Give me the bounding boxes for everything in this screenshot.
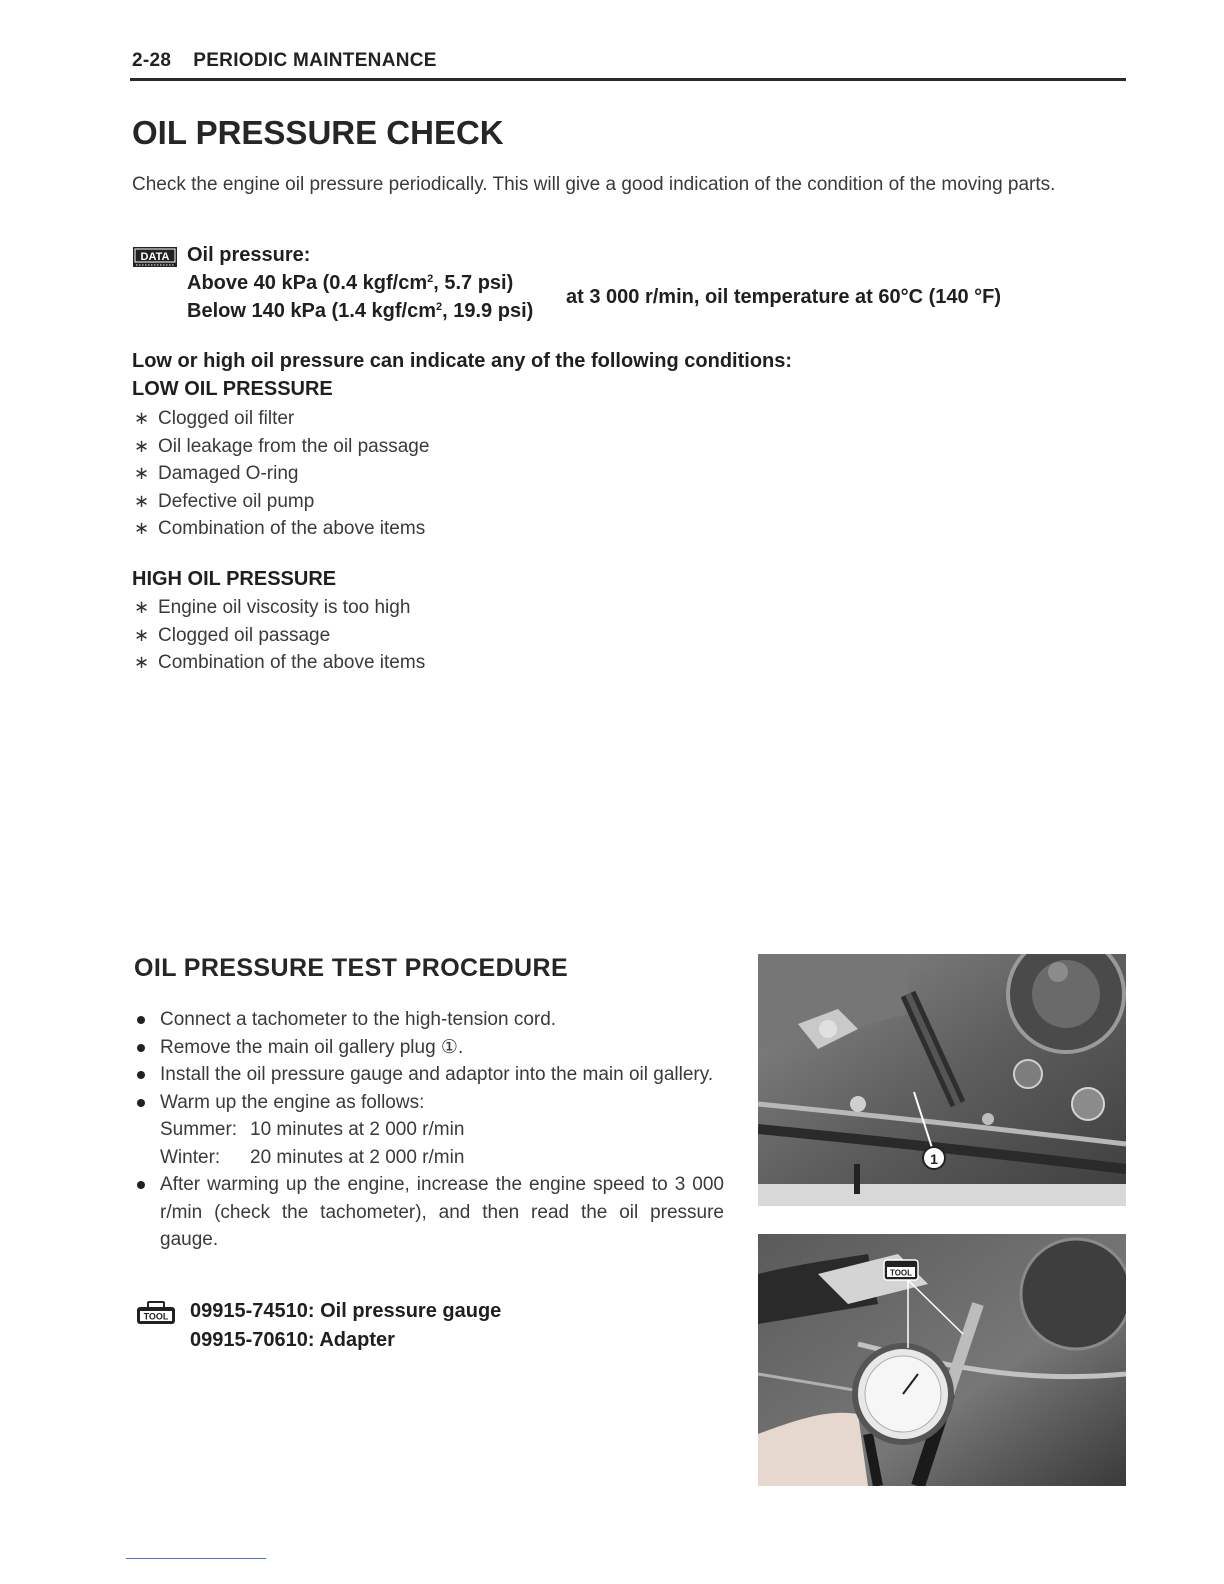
bullet-dot-icon <box>137 1071 145 1079</box>
procedure-step <box>134 1034 724 1062</box>
step-text: After warming up the engine, increase the engine speed to 3 000 r/min (check the tachometer), and then read the oil pressure gauge. <box>160 1174 724 1250</box>
list-item <box>134 622 425 650</box>
bullet-star-icon: ∗ <box>134 624 150 645</box>
list-item-text: Clogged oil passage <box>158 624 331 646</box>
tool-icon-text: TOOL <box>143 1311 169 1322</box>
spec-2-text: Below 140 kPa (1.4 kgf/cm <box>187 300 437 322</box>
step-text: Install the oil pressure gauge and adaptor into the main oil gallery. <box>160 1064 714 1085</box>
warm-up-row-winter <box>160 1144 724 1172</box>
spec-1-sup: 2 <box>427 273 434 285</box>
bullet-star-icon: ∗ <box>134 518 150 538</box>
bullet-star-icon: ∗ <box>134 435 150 456</box>
step-text: Remove the main oil gallery plug ①. <box>160 1036 464 1058</box>
procedure-step <box>134 1089 724 1172</box>
summer-label: Summer: <box>160 1119 238 1140</box>
step-text: Warm up the engine as follows: <box>160 1091 425 1113</box>
spec-line-1 <box>187 272 513 295</box>
page-title: OIL PRESSURE CHECK <box>132 114 504 151</box>
warm-up-row-summer <box>160 1116 724 1144</box>
list-item <box>134 488 429 516</box>
intro-paragraph: Check the engine oil pressure periodically. This will give a good indication of the condition of the moving parts. <box>132 174 1056 195</box>
list-item-text: Damaged O-ring <box>158 463 299 484</box>
low-pressure-list <box>134 405 429 543</box>
list-item-text: Combination of the above items <box>158 652 426 673</box>
list-item <box>134 515 429 543</box>
header-rule <box>130 78 1126 81</box>
tool-icon <box>136 1301 176 1325</box>
high-pressure-list <box>134 594 425 677</box>
list-item <box>134 649 425 677</box>
spec-line-2 <box>187 300 533 323</box>
list-item <box>134 405 429 433</box>
bullet-dot-icon <box>137 1181 145 1189</box>
procedure-step <box>134 1006 724 1034</box>
bullet-star-icon: ∗ <box>134 463 150 483</box>
summer-value: 10 minutes at 2 000 r/min <box>250 1119 465 1140</box>
page-number: 2-28 <box>132 50 172 71</box>
list-item-text: Engine oil viscosity is too high <box>158 597 411 618</box>
list-item <box>134 594 425 622</box>
spec-condition: at 3 000 r/min, oil temperature at 60°C (140 °F) <box>566 286 1002 308</box>
high-pressure-heading: HIGH OIL PRESSURE <box>132 568 337 590</box>
bullet-star-icon: ∗ <box>134 490 150 511</box>
engine-photo-plug <box>758 954 1126 1206</box>
bullet-star-icon: ∗ <box>134 652 150 672</box>
list-item-text: Defective oil pump <box>158 490 315 512</box>
spec-1-text: Above 40 kPa (0.4 kgf/cm <box>187 272 428 294</box>
winter-value: 20 minutes at 2 000 r/min <box>250 1146 465 1168</box>
data-icon <box>132 245 178 269</box>
spec-2-sup: 2 <box>436 301 443 313</box>
section-name: PERIODIC MAINTENANCE <box>193 50 437 71</box>
list-item-text: Combination of the above items <box>158 518 426 539</box>
warm-up-table <box>160 1116 724 1171</box>
list-item <box>134 460 429 488</box>
procedure-steps <box>134 1006 724 1254</box>
running-header <box>132 50 437 72</box>
spec-1-tail: , 5.7 psi) <box>433 272 514 294</box>
data-icon-text: DATA <box>140 251 170 263</box>
procedure-step <box>134 1061 724 1089</box>
tool-gauge: 09915-74510: Oil pressure gauge <box>190 1300 502 1322</box>
footer-rule <box>126 1558 266 1559</box>
conditions-intro: Low or high oil pressure can indicate any of the following conditions: <box>132 350 793 372</box>
winter-label: Winter: <box>160 1146 221 1168</box>
bullet-star-icon: ∗ <box>134 408 150 428</box>
bullet-dot-icon <box>137 1044 145 1052</box>
list-item-text: Clogged oil filter <box>158 408 295 429</box>
plug-callout: 1 <box>930 1151 938 1167</box>
low-pressure-heading: LOW OIL PRESSURE <box>132 378 333 400</box>
tool-callout-text: TOOL <box>889 1268 913 1278</box>
bullet-dot-icon <box>137 1016 145 1024</box>
procedure-heading: OIL PRESSURE TEST PROCEDURE <box>134 954 569 982</box>
list-item-text: Oil leakage from the oil passage <box>158 435 430 457</box>
bullet-dot-icon <box>137 1099 145 1107</box>
engine-photo-gauge <box>758 1234 1126 1486</box>
spec-2-tail: , 19.9 psi) <box>442 300 534 322</box>
step-text: Connect a tachometer to the high-tension cord. <box>160 1009 557 1030</box>
tool-adapter: 09915-70610: Adapter <box>190 1329 395 1351</box>
list-item <box>134 433 429 461</box>
data-label: Oil pressure: <box>187 244 311 266</box>
procedure-step <box>134 1171 724 1254</box>
bullet-star-icon: ∗ <box>134 597 150 617</box>
